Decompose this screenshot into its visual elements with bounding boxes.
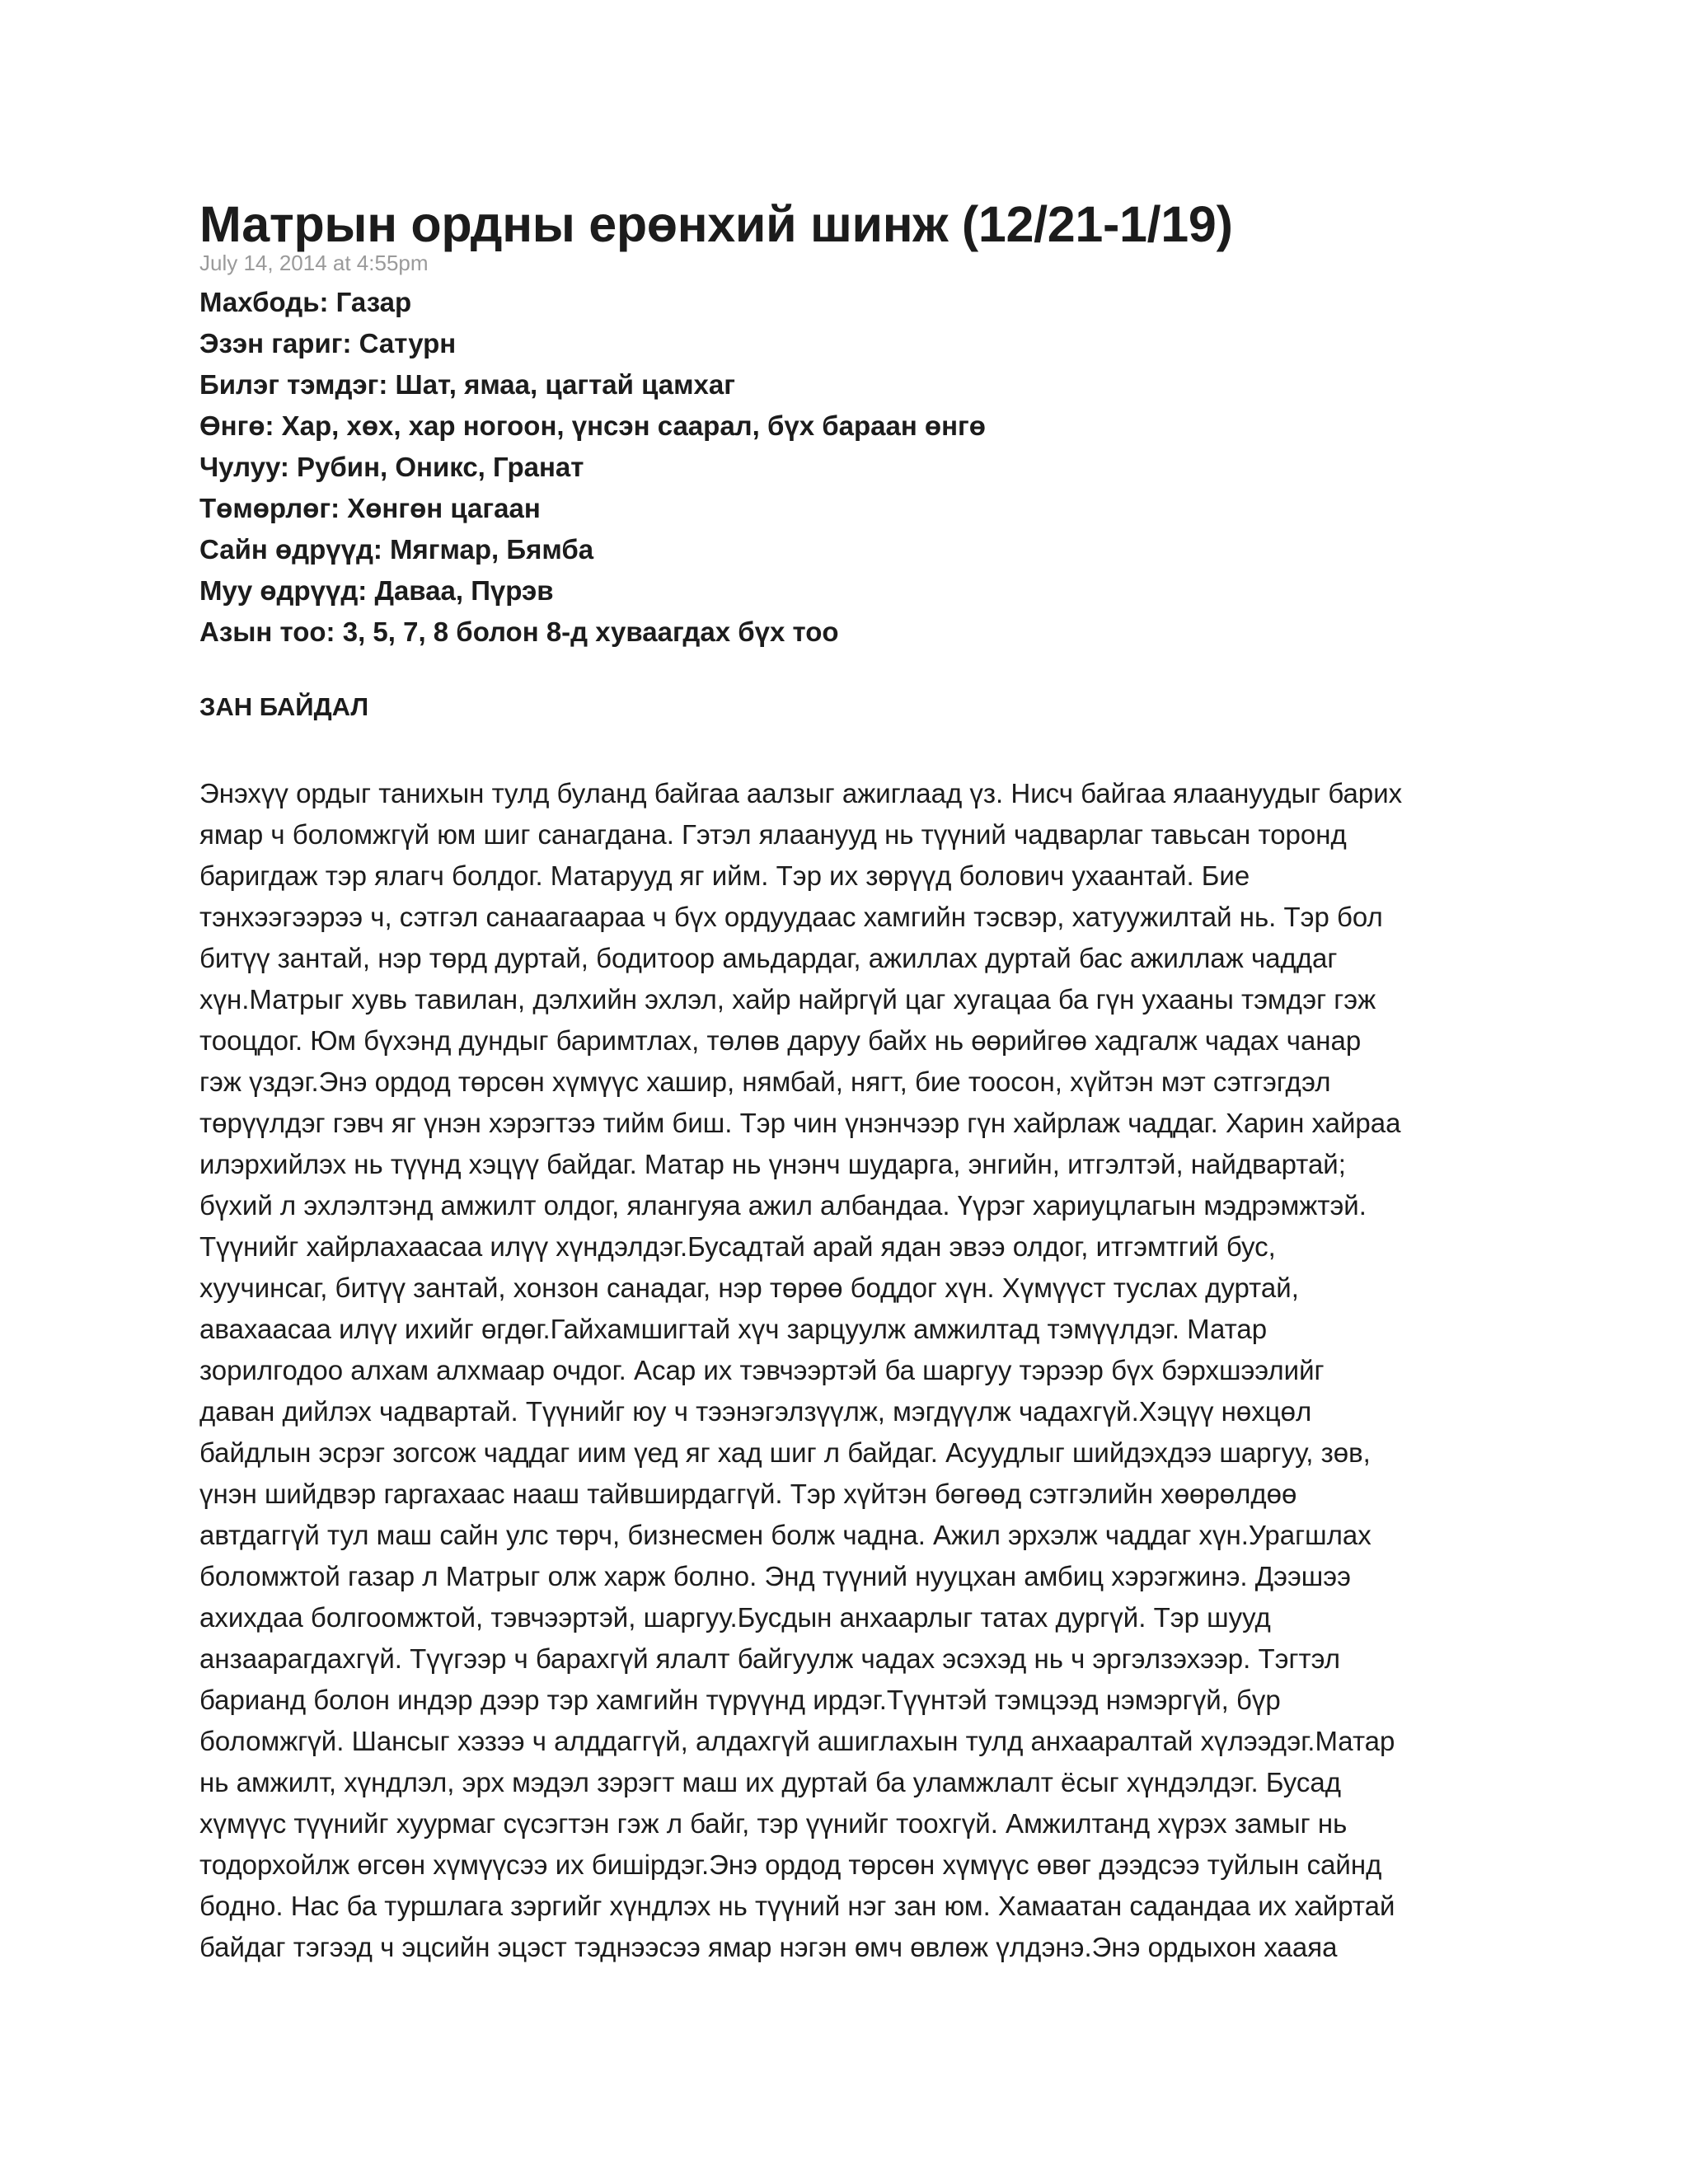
text-line: барианд болон индэр дээр тэр хамгийн түрүүнд ирдэг.Түүнтэй тэмцээд нэмэргүй, бүр xyxy=(199,1685,1281,1715)
text-line: тооцдог. Юм бүхэнд дундыг баримтлах, төлөв даруу байх нь өөрийгөө хадгалж чадах чанар xyxy=(199,1025,1362,1056)
text-line: нь амжилт, хүндлэл, эрх мэдэл зэрэгт маш их дуртай ба уламжлалт ёсыг хүндэлдэг. Бусад xyxy=(199,1767,1341,1797)
fact-good-days: Сайн өдрүүд: Мягмар, Бямба xyxy=(199,534,594,565)
text-line: даван дийлэх чадвартай. Түүнийг юу ч тээнэгэлзүүлж, мэгдүүлж чадахгүй.Хэцүү нөхцөл xyxy=(199,1396,1312,1427)
text-line: илэрхийлэх нь түүнд хэцүү байдаг. Матар нь үнэнч шударга, энгийн, итгэлтэй, найдвартай; xyxy=(199,1149,1346,1179)
text-line: анзаарагдахгүй. Түүгээр ч барахгүй ялалт байгуулж чадах эсэхэд нь ч эргэлзэхээр. Тэгтэл xyxy=(199,1643,1341,1674)
fact-metal: Төмөрлөг: Хөнгөн цагаан xyxy=(199,493,541,523)
text-line: үнэн шийдвэр гаргахаас нааш тайвширдаггүй. Тэр хүйтэн бөгөөд сэтгэлийн хөөрөлдөө xyxy=(199,1479,1297,1509)
text-line: битүү зантай, нэр төрд дуртай, бодитоор амьдардаг, ажиллах дуртай бас ажиллаж чаддаг xyxy=(199,943,1338,973)
fact-lucky-numbers: Азын тоо: 3, 5, 7, 8 болон 8-д хуваагдах бүх тоо xyxy=(199,616,839,647)
text-line: зорилгодоо алхам алхмаар очдог. Асар их тэвчээртэй ба шаргуу тэрээр бүх бэрхшээлийг xyxy=(199,1355,1325,1385)
fact-bad-days: Муу өдрүүд: Даваа, Пүрэв xyxy=(199,575,554,606)
fact-symbol: Билэг тэмдэг: Шат, ямаа, цагтай цамхаг xyxy=(199,369,736,400)
fact-stone: Чулуу: Рубин, Оникс, Гранат xyxy=(199,452,584,482)
text-line: боломжгүй. Шансыг хэзээ ч алддаггүй, алдахгүй ашиглахын тулд анхааралтай хүлээдэг.Матар xyxy=(199,1726,1395,1756)
text-line: байдлын эсрэг зогсож чаддаг иим үед яг хад шиг л байдаг. Асуудлыг шийдэхдээ шаргуу, зөв, xyxy=(199,1437,1371,1468)
text-line: бодно. Нас ба туршлага зэргийг хүндлэх нь түүний нэг зан юм. Хамаатан садандаа их хайртай xyxy=(199,1891,1395,1921)
fact-planet: Эзэн гариг: Сатурн xyxy=(199,328,457,359)
page-title: Матрын ордны ерөнхий шинж (12/21-1/19) xyxy=(199,196,1233,252)
text-line: хүмүүс түүнийг хуурмаг сүсэгтэн гэж л байг, тэр үүнийг тоохгүй. Амжилтанд хүрэх замыг нь xyxy=(199,1808,1348,1839)
text-line: хүн.Матрыг хувь тавилан, дэлхийн эхлэл, хайр найргүй цаг хугацаа ба гүн ухааны тэмдэг гэж xyxy=(199,984,1376,1015)
text-line: Энэхүү ордыг танихын тулд буланд байгаа аалзыг ажиглаад үз. Нисч байгаа ялаануудыг барих xyxy=(199,778,1403,808)
fact-color: Өнгө: Хар, хөх, хар ногоон, үнсэн саарал, бүх бараан өнгө xyxy=(199,410,986,441)
facts-list xyxy=(199,282,1502,653)
article xyxy=(199,194,1502,1968)
text-line: ямар ч боломжгүй юм шиг санагдана. Гэтэл ялаанууд нь түүний чадварлаг тавьсан торонд xyxy=(199,819,1347,850)
body-paragraph xyxy=(199,773,1502,1968)
text-line: автдаггүй тул маш сайн улс төрч, бизнесмен болж чадна. Ажил эрхэлж чаддаг хүн.Урагшлах xyxy=(199,1520,1372,1550)
text-line: баригдаж тэр ялагч болдог. Матарууд яг ийм. Тэр их зөрүүд болович ухаантай. Бие xyxy=(199,860,1250,891)
text-line: бүхий л эхлэлтэнд амжилт олдог, ялангуяа ажил албандаа. Үүрэг хариуцлагын мэдрэмжтэй. xyxy=(199,1190,1367,1221)
text-line: боломжтой газар л Матрыг олж харж болно. Энд түүний нууцхан амбиц хэрэгжинэ. Дээшээ xyxy=(199,1561,1351,1591)
text-line: тэнхээгээрээ ч, сэтгэл санаагаараа ч бүх ордуудаас хамгийн тэсвэр, хатуужилтай нь. Тэр бол xyxy=(199,902,1383,932)
text-line: Түүнийг хайрлахаасаа илүү хүндэлдэг.Бусадтай арай ядан эвээ олдог, итгэмтгий бус, xyxy=(199,1231,1276,1262)
text-line: гэж үздэг.Энэ ордод төрсөн хүмүүс хашир, нямбай, нягт, бие тоосон, хүйтэн мэт сэтгэгдэл xyxy=(199,1066,1331,1097)
text-line: тодорхойлж өгсөн хүмүүсээ их бишірдэг.Энэ ордод төрсөн хүмүүс өвөг дээдсээ туйлын сайнд xyxy=(199,1849,1382,1880)
post-date: July 14, 2014 at 4:55pm xyxy=(199,251,429,275)
text-line: ахихдаа болгоомжтой, тэвчээртэй, шаргуу.Бусдын анхаарлыг татах дургүй. Тэр шууд xyxy=(199,1602,1271,1633)
text-line: төрүүлдэг гэвч яг үнэн хэрэгтээ тийм биш. Тэр чин үнэнчээр гүн хайрлаж чаддаг. Харин хайраа xyxy=(199,1108,1401,1138)
text-line: авахаасаа илүү ихийг өгдөг.Гайхамшигтай хүч зарцуулж амжилтад тэмүүлдэг. Матар xyxy=(199,1314,1268,1344)
text-line: байдаг тэгээд ч эцсийн эцэст тэднээсээ ямар нэгэн өмч өвлөж үлдэнэ.Энэ ордыхон хааяа xyxy=(199,1932,1338,1962)
fact-element: Махбодь: Газар xyxy=(199,287,412,317)
text-line: хуучинсаг, битүү зантай, хонзон санадаг, нэр төрөө боддог хүн. Хүмүүст туслах дуртай, xyxy=(199,1272,1299,1303)
section-heading: ЗАН БАЙДАЛ xyxy=(199,692,369,721)
